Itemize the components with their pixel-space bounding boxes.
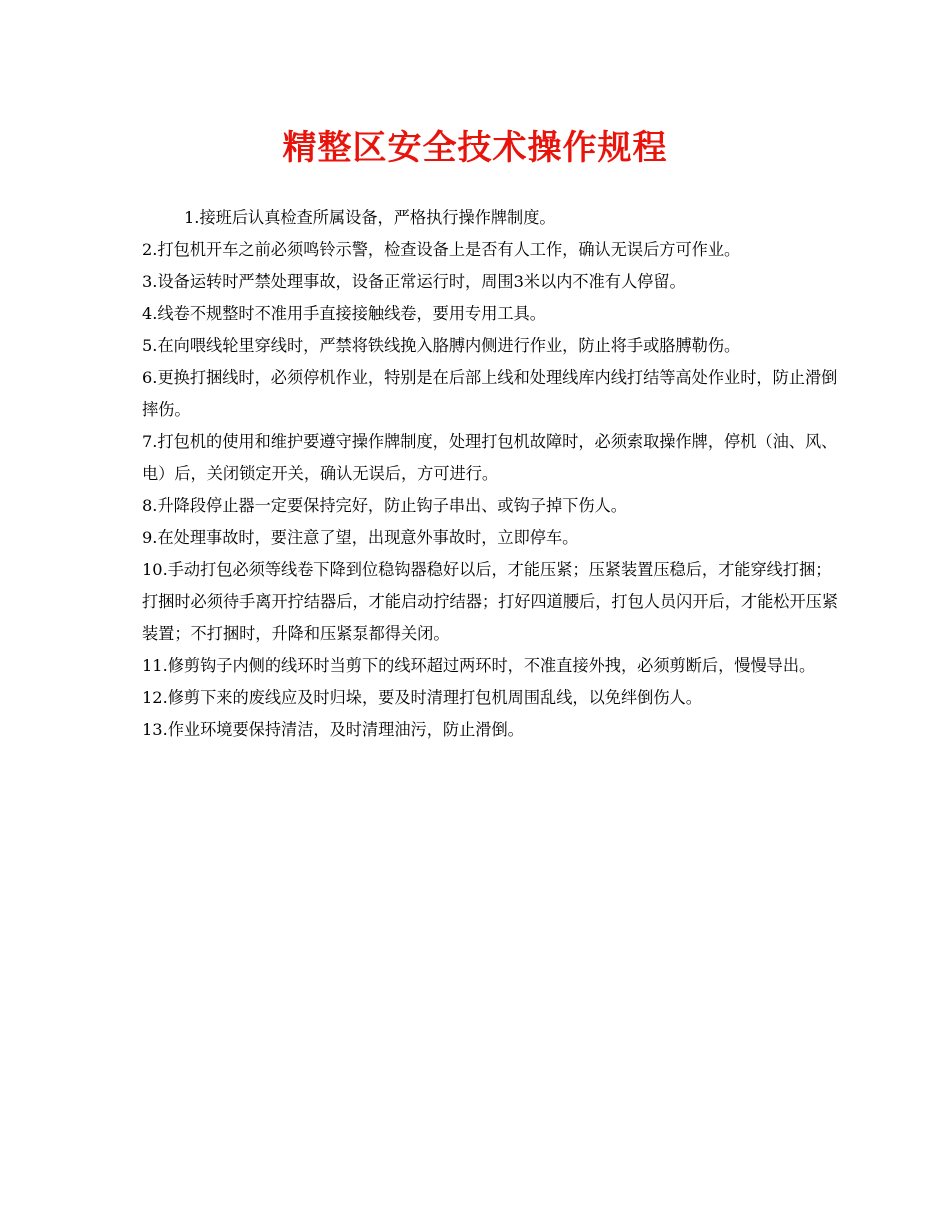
rule-item-10: 10.手动打包必须等线卷下降到位稳钩器稳好以后，才能压紧；压紧装置压稳后，才能穿线打捆；打捆时必须待手离开拧结器后，才能启动拧结器；打好四道腰后，打包人员闪开后，才能松开压紧装置；不打捆时，升降和压紧泵都得关闭。 [142,560,839,643]
rule-item-1: 1.接班后认真检查所属设备，严格执行操作牌制度。 [184,208,556,227]
rule-item-8: 8.升降段停止器一定要保持完好，防止钩子串出、或钩子掉下伤人。 [142,496,627,515]
rule-item-11: 11.修剪钩子内侧的线环时当剪下的线环超过两环时，不准直接外拽，必须剪断后，慢慢导出。 [142,656,816,675]
rule-item-6: 6.更换打捆线时，必须停机作业，特别是在后部上线和处理线库内线打结等高处作业时，防止滑倒摔伤。 [142,368,838,419]
rule-item-3: 3.设备运转时严禁处理事故，设备正常运行时，周围3米以内不准有人停留。 [142,272,686,291]
rule-item-7: 7.打包机的使用和维护要遵守操作牌制度，处理打包机故障时，必须索取操作牌，停机（油、风、电）后，关闭锁定开关，确认无误后，方可进行。 [142,432,838,483]
rule-item-5: 5.在向喂线轮里穿线时，严禁将铁线挽入胳膊内侧进行作业，防止将手或胳膊勒伤。 [142,336,741,355]
rule-item-12: 12.修剪下来的废线应及时归垛，要及时清理打包机周围乱线，以免绊倒伤人。 [142,688,702,707]
rule-item-4: 4.线卷不规整时不准用手直接接触线卷，要用专用工具。 [142,304,546,323]
document-body [142,202,842,746]
document-title: 精整区安全技术操作规程 [282,128,668,168]
rule-item-2: 2.打包机开车之前必须鸣铃示警，检查设备上是否有人工作，确认无误后方可作业。 [142,240,741,259]
rule-item-13: 13.作业环境要保持清洁，及时清理油污，防止滑倒。 [142,720,524,739]
rule-item-9: 9.在处理事故时，要注意了望，出现意外事故时，立即停车。 [142,528,579,547]
